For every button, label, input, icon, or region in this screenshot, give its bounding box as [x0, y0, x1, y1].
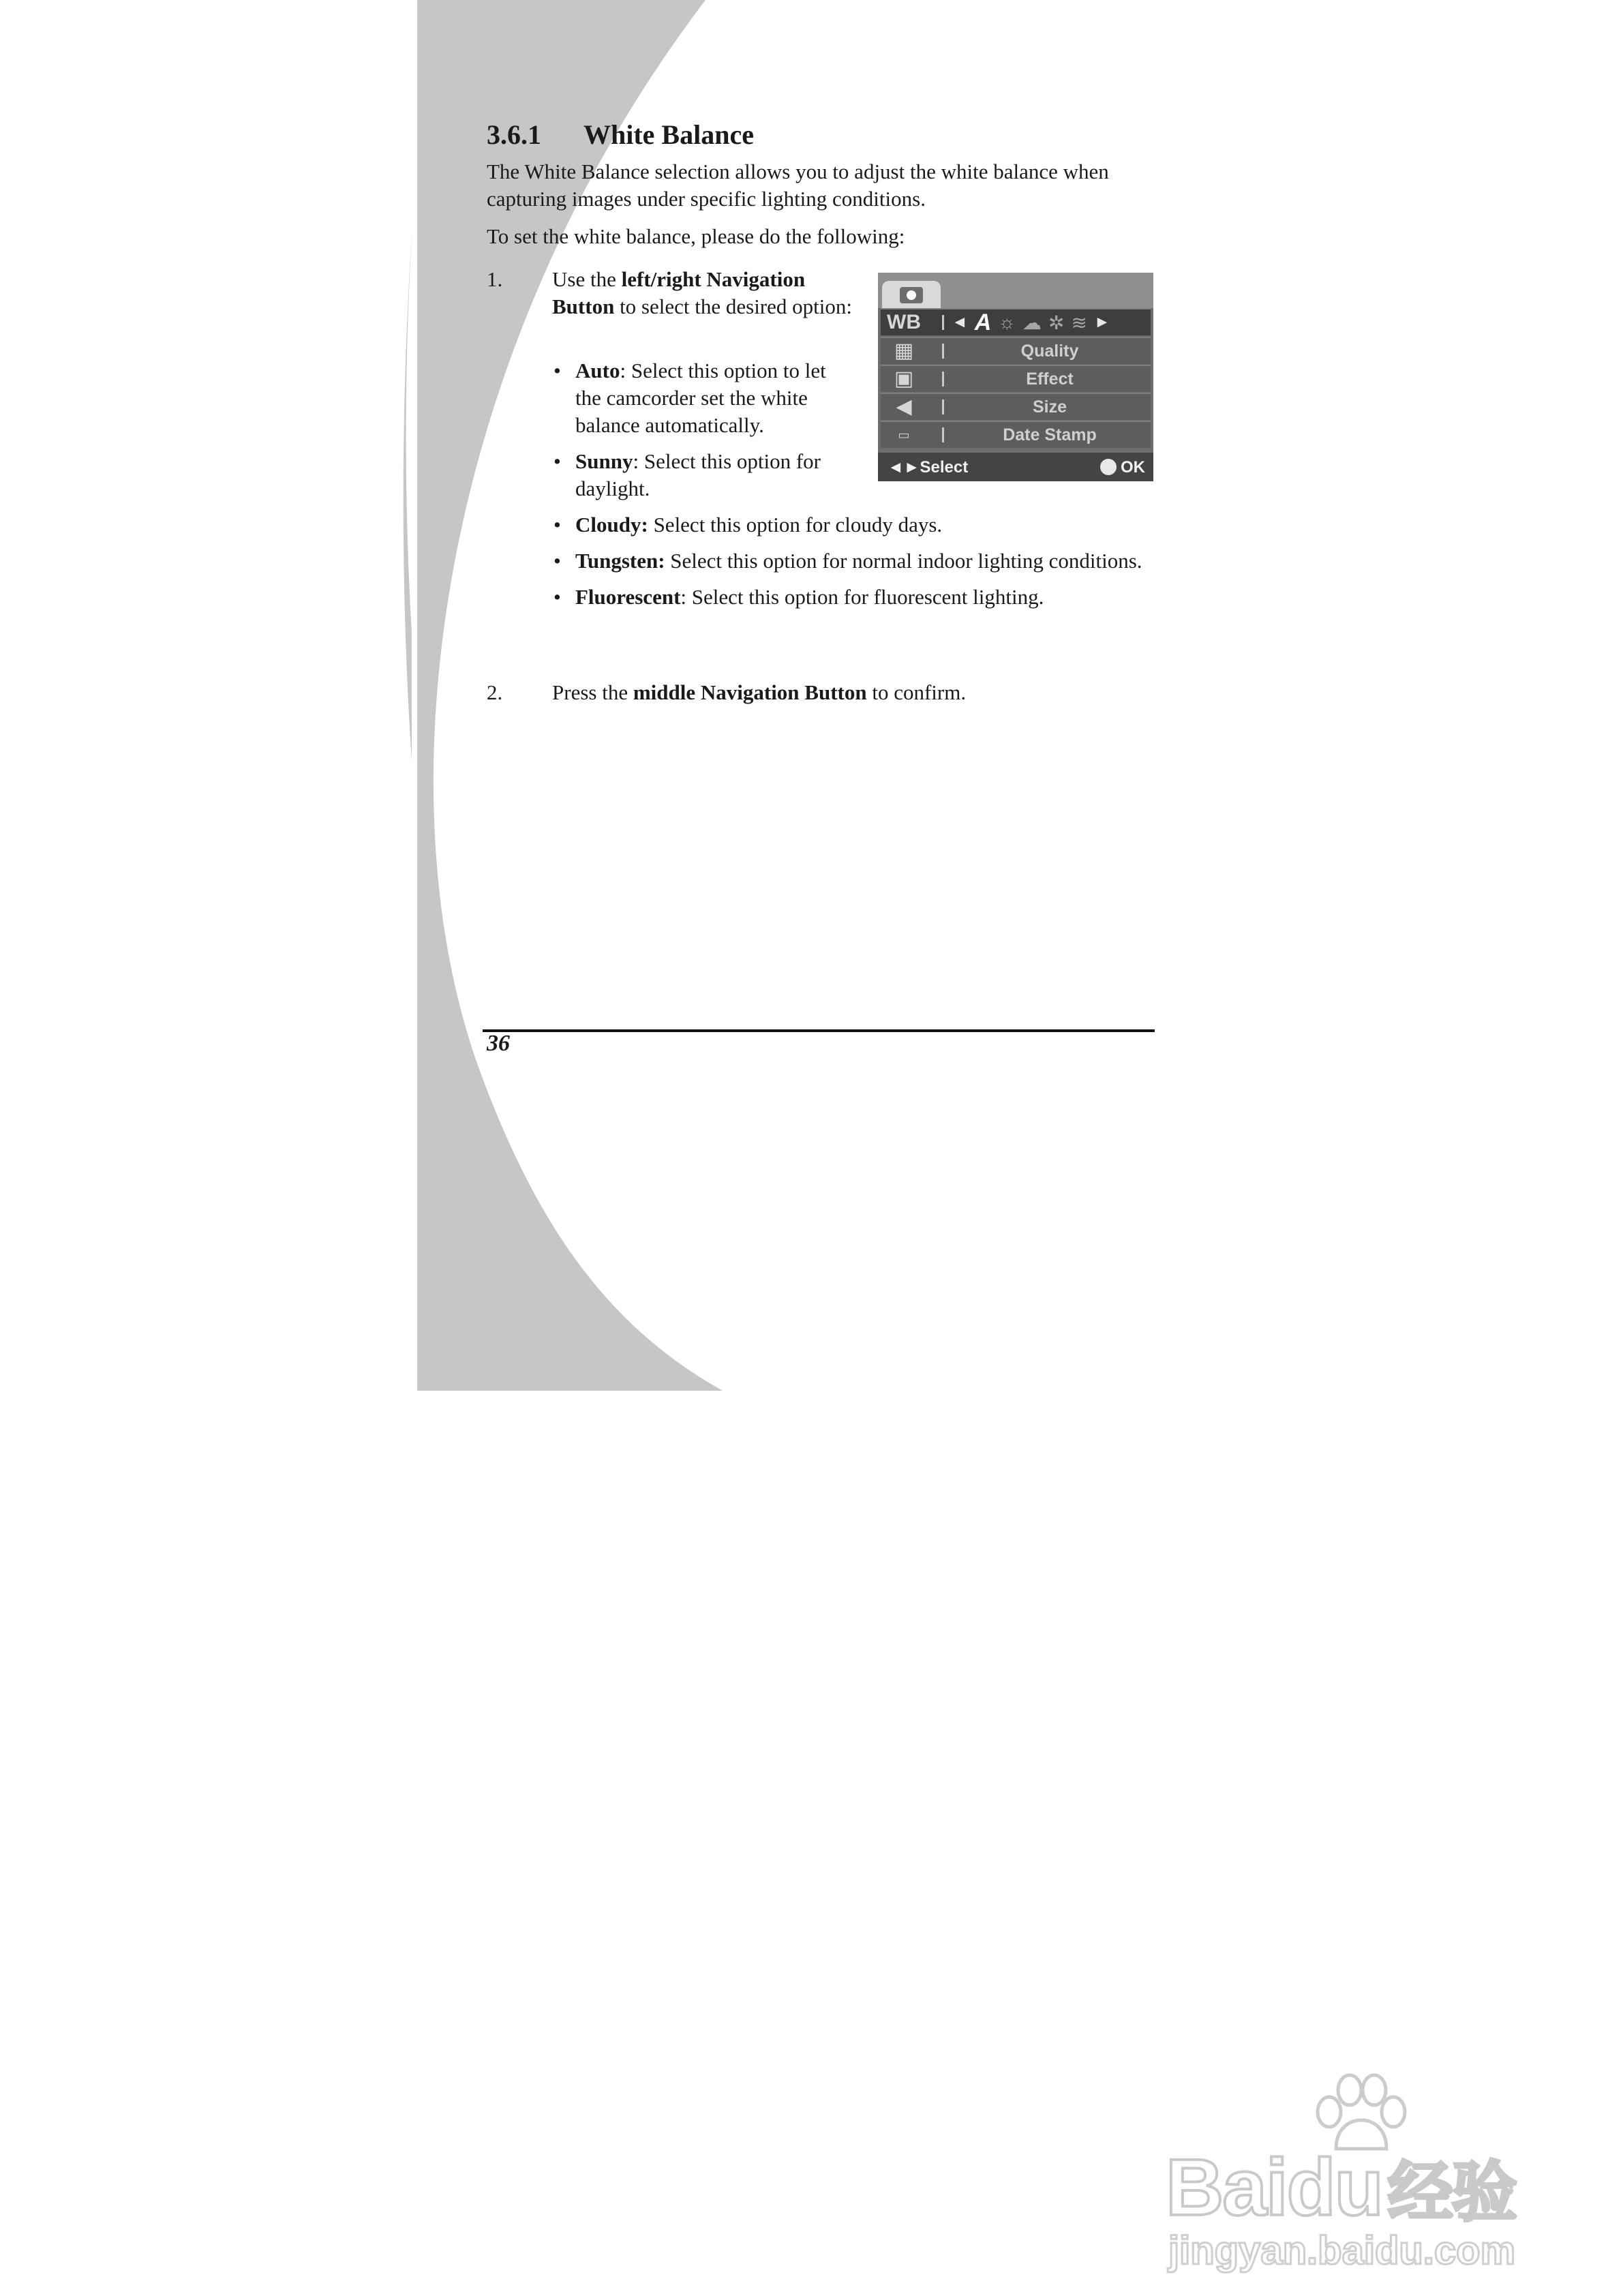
- option-tungsten: [552, 547, 1155, 575]
- option-text: Select this option to let the camcorder set the white balance automatically.: [575, 359, 826, 437]
- menu-tab-bar: [878, 273, 1153, 308]
- row-divider: [942, 427, 944, 442]
- effect-icon: ▣: [894, 367, 914, 390]
- decor-edge: [412, 0, 417, 1391]
- option-text: Select this option for normal indoor lighting conditions.: [665, 549, 1142, 573]
- menu-footer: [878, 453, 1153, 481]
- option-name: Fluorescent: [575, 585, 681, 609]
- section-title: White Balance: [583, 119, 754, 150]
- fluorescent-icon: ≋: [1071, 312, 1087, 333]
- option-text: Select this option for fluorescent lighting.: [686, 585, 1044, 609]
- sunny-icon: ☼: [998, 312, 1016, 333]
- section-number: 3.6.1: [487, 119, 541, 150]
- step-number: 1.: [487, 267, 503, 291]
- menu-row-date-stamp: [881, 421, 1151, 448]
- menu-row-size: [881, 393, 1151, 420]
- row-divider: [942, 315, 944, 330]
- select-label: Select: [920, 458, 969, 477]
- step-text: [552, 679, 1097, 706]
- wb-icon: WB: [887, 311, 921, 333]
- bullet-icon: •: [553, 549, 561, 573]
- arrow-right-icon: ►: [1093, 313, 1110, 331]
- watermark-url: jingyan.baidu.com: [1168, 2229, 1516, 2273]
- ok-label: OK: [1121, 458, 1145, 477]
- bullet-icon: •: [553, 513, 561, 537]
- ok-button-icon: [1100, 459, 1117, 475]
- option-name: Auto: [575, 359, 620, 382]
- option-sunny: [552, 448, 834, 502]
- cloudy-icon: ☁: [1022, 312, 1042, 333]
- bullet-icon: •: [553, 585, 561, 609]
- page-number: 36: [487, 1031, 510, 1056]
- ok-hint: [1100, 458, 1145, 477]
- quality-icon: ▦: [894, 339, 914, 362]
- row-divider: [942, 399, 944, 414]
- option-sep: :: [680, 585, 687, 609]
- intro-paragraph: The White Balance selection allows you to adjust the white balance when capturing images under specific lighting conditions.: [487, 160, 1109, 211]
- option-sep: :: [633, 449, 639, 473]
- step-text-post: to confirm.: [866, 680, 967, 704]
- option-name: Sunny: [575, 449, 633, 473]
- menu-row-quality: [881, 337, 1151, 364]
- menu-item-label: Effect: [1026, 369, 1074, 389]
- step-text-post: to select the desired option:: [614, 294, 852, 318]
- menu-row-white-balance: [881, 308, 1151, 335]
- brand-part-2: du: [1286, 2143, 1382, 2233]
- brand-part-1: Bai: [1166, 2143, 1287, 2233]
- step-text-pre: Use the: [552, 267, 622, 291]
- step-text-bold: middle Navigation Button: [633, 680, 867, 704]
- camera-tab: [882, 281, 941, 308]
- row-divider: [942, 344, 944, 359]
- option-name: Tungsten:: [575, 549, 665, 573]
- row-divider: [942, 372, 944, 387]
- step-text: [552, 266, 852, 320]
- tungsten-icon: ✲: [1048, 312, 1065, 333]
- menu-item-label: Quality: [1020, 342, 1079, 361]
- wb-auto-icon: A: [974, 309, 992, 335]
- brand-cn: 经验: [1387, 2156, 1516, 2229]
- option-fluorescent: [552, 584, 1155, 611]
- instruction-lead: To set the white balance, please do the following:: [487, 224, 905, 248]
- footer-rule: [483, 1029, 1155, 1032]
- step-text-pre: Press the: [552, 680, 633, 704]
- step-text-bold: left/right Navigation Button: [552, 267, 806, 318]
- camera-icon: [900, 287, 923, 303]
- size-icon: ◀: [896, 395, 912, 418]
- bullet-icon: •: [553, 449, 561, 473]
- camcorder-menu-screenshot: [878, 273, 1153, 481]
- arrow-left-icon: ◄: [952, 313, 968, 331]
- section-heading: [487, 119, 754, 151]
- menu-row-effect: [881, 365, 1151, 392]
- select-hint: [888, 458, 968, 477]
- wb-options: [952, 311, 1110, 334]
- menu-item-label: Size: [1032, 397, 1067, 417]
- bullet-icon: •: [553, 359, 561, 382]
- option-text: Select this option for daylight.: [575, 449, 821, 500]
- option-auto: [552, 357, 834, 439]
- menu-item-label: Date Stamp: [1003, 425, 1097, 444]
- option-sep: :: [620, 359, 626, 382]
- option-text: Select this option for cloudy days.: [648, 513, 943, 537]
- date-stamp-icon: ▭: [898, 428, 910, 442]
- step-number: 2.: [487, 680, 503, 704]
- baidu-watermark: [1166, 2072, 1547, 2273]
- left-right-arrows-icon: ◄►: [888, 458, 920, 477]
- option-cloudy: [552, 511, 1155, 539]
- watermark-brand: [1166, 2141, 1516, 2234]
- option-name: Cloudy:: [575, 513, 648, 537]
